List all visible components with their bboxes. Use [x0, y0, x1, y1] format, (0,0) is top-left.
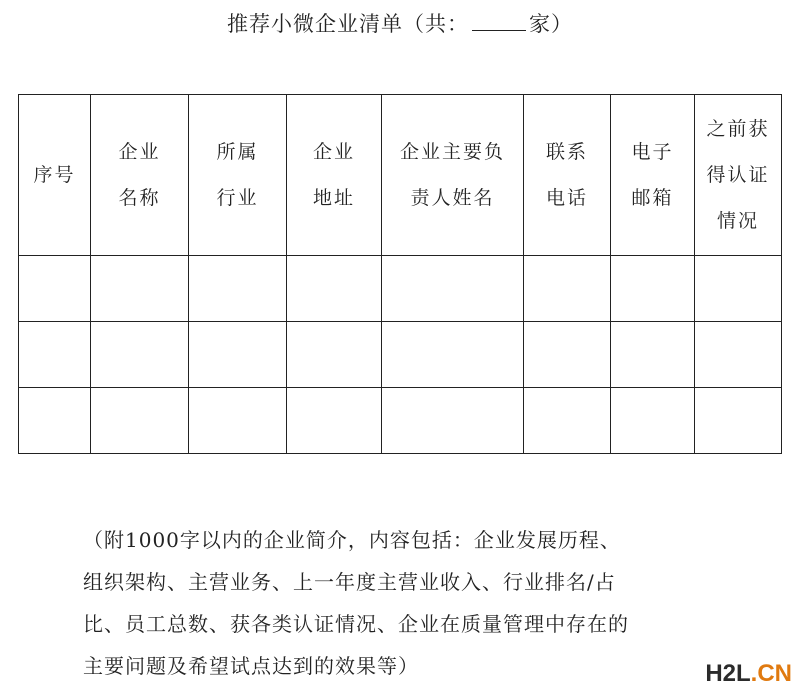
table-cell[interactable]: [382, 322, 524, 388]
table-row: [19, 388, 782, 454]
header-serial: 序号: [19, 95, 91, 256]
table-cell[interactable]: [19, 388, 91, 454]
table-cell[interactable]: [189, 388, 287, 454]
table-cell[interactable]: [91, 256, 189, 322]
table-row: [19, 322, 782, 388]
table-cell[interactable]: [382, 256, 524, 322]
table-cell[interactable]: [611, 256, 695, 322]
table-cell[interactable]: [91, 322, 189, 388]
table-cell[interactable]: [524, 256, 611, 322]
company-profile-note: （附1000字以内的企业简介，内容包括：企业发展历程、 组织架构、主营业务、上一年度主营业收入、行业排名/占 比、员工总数、获各类认证情况、企业在质量管理中存在的 主要问题及希望试点达到的效果等）: [83, 528, 629, 678]
table-cell[interactable]: [695, 388, 782, 454]
table-cell[interactable]: [287, 256, 382, 322]
header-company-name: 企业 名称: [91, 95, 189, 256]
header-address: 企业 地址: [287, 95, 382, 256]
page-title: [0, 8, 800, 38]
recommendation-table: [18, 94, 782, 454]
table-cell[interactable]: [695, 256, 782, 322]
header-certification: 之前获 得认证 情况: [695, 95, 782, 256]
watermark-cn: .CN: [750, 660, 792, 687]
header-phone: 联系 电话: [524, 95, 611, 256]
header-industry: 所属 行业: [189, 95, 287, 256]
table-cell[interactable]: [287, 388, 382, 454]
table-cell[interactable]: [611, 388, 695, 454]
header-principal: 企业主要负 责人姓名: [382, 95, 524, 256]
count-blank: [472, 12, 526, 31]
watermark-h2l: H2L: [705, 660, 751, 687]
table-cell[interactable]: [189, 322, 287, 388]
table-cell[interactable]: [19, 322, 91, 388]
site-watermark: [705, 660, 792, 688]
title-suffix: 家）: [529, 12, 573, 36]
table-cell[interactable]: [524, 388, 611, 454]
header-email: 电子 邮箱: [611, 95, 695, 256]
table-cell[interactable]: [91, 388, 189, 454]
table-cell[interactable]: [189, 256, 287, 322]
table-cell[interactable]: [287, 322, 382, 388]
header-row: [19, 95, 782, 256]
title-prefix: 推荐小微企业清单（共：: [227, 12, 469, 36]
table-cell[interactable]: [524, 322, 611, 388]
table-cell[interactable]: [611, 322, 695, 388]
table-cell[interactable]: [382, 388, 524, 454]
table-row: [19, 256, 782, 322]
table-cell[interactable]: [19, 256, 91, 322]
table-cell[interactable]: [695, 322, 782, 388]
